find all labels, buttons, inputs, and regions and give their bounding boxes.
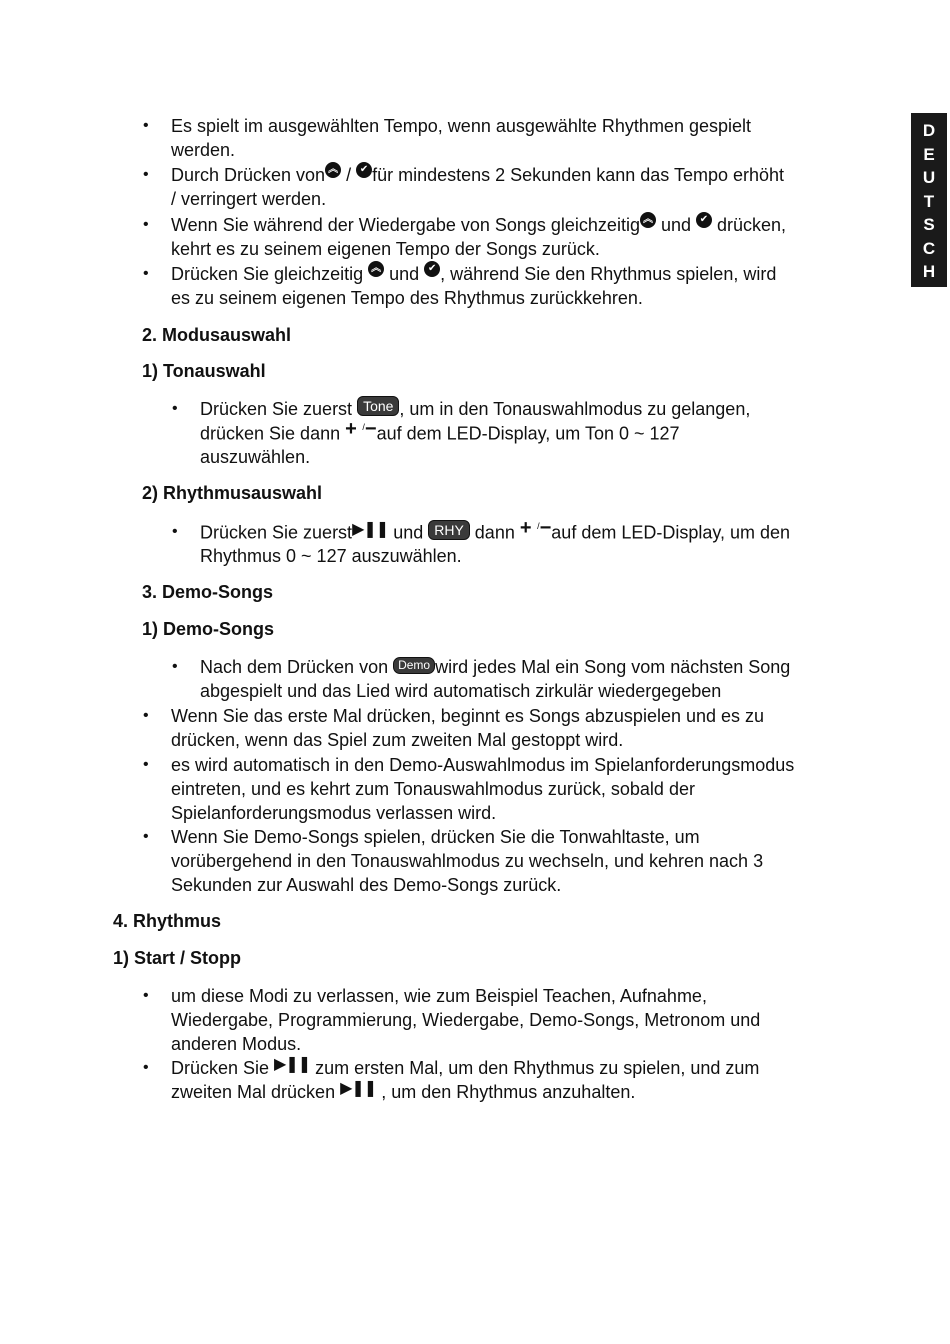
section-heading: 4. Rhythmus — [113, 911, 222, 931]
text-line: Sekunden zur Auswahl des Demo-Songs zurück. — [171, 875, 562, 895]
text-line: es wird automatisch in den Demo-Auswahlmodus im Spielanforderungsmodus — [171, 755, 795, 775]
subsection-heading: 1) Demo-Songs — [142, 619, 275, 639]
text-segment: zum ersten Mal, um den Rhythmus zu spielen, und zum — [310, 1058, 760, 1078]
bullet: • — [143, 756, 149, 773]
text-line: kehrt es zu seinem eigenen Tempo der Songs zurück. — [171, 239, 600, 259]
text-line — [171, 1056, 759, 1081]
bullet: • — [172, 658, 178, 675]
text-line: anderen Modus. — [171, 1034, 302, 1054]
text-segment: für mindestens 2 Sekunden kann das Tempo erhöht — [372, 165, 785, 185]
text-segment: und — [388, 522, 429, 543]
bullet: • — [172, 523, 178, 540]
text-segment: Durch Drücken von — [171, 165, 326, 185]
side-letter: T — [923, 191, 935, 211]
subsection-heading: 2) Rhythmusauswahl — [142, 483, 323, 503]
text-line — [171, 262, 776, 286]
subsection-heading: 1) Start / Stopp — [113, 948, 242, 968]
text-segment: Drücken Sie zuerst — [200, 399, 358, 419]
text-line: Es spielt im ausgewählten Tempo, wenn ausgewählte Rhythmen gespielt — [171, 116, 751, 136]
text-line — [171, 213, 786, 237]
side-letter: C — [922, 238, 936, 258]
text-line: um diese Modi zu verlassen, wie zum Beispiel Teachen, Aufnahme, — [171, 986, 707, 1006]
text-segment: dann — [469, 522, 520, 543]
text-line: werden. — [171, 140, 236, 160]
side-letter: U — [922, 168, 936, 187]
demo-button-icon: Demo — [393, 657, 435, 674]
text-segment: / — [341, 165, 357, 185]
play-pause-icon: ▶❚❚ — [340, 1080, 377, 1098]
side-letter: D — [922, 121, 936, 140]
slash-glyph: / — [362, 422, 365, 432]
text-line — [200, 517, 791, 547]
bullet: • — [143, 987, 149, 1004]
text-segment: auf dem LED-Display, um Ton 0 ~ 127 — [376, 423, 680, 444]
text-line: vorübergehend in den Tonauswahlmodus zu wechseln, und kehren nach 3 — [171, 851, 764, 871]
text-line: Wiedergabe, Programmierung, Wiedergabe, Demo-Songs, Metronom und — [171, 1010, 761, 1030]
bullet: • — [143, 117, 149, 134]
text-line: auszuwählen. — [200, 447, 311, 467]
text-segment: Wenn Sie während der Wiedergabe von Songs gleichzeitig — [171, 215, 640, 235]
bullet: • — [143, 216, 149, 233]
text-line: eintreten, und es kehrt zum Tonauswahlmodus zurück, sobald der — [171, 779, 695, 799]
plus-glyph: + — [345, 418, 357, 440]
play-pause-icon: ▶❚❚ — [274, 1056, 311, 1074]
bullet: • — [172, 400, 178, 417]
bullet: • — [143, 265, 149, 282]
tempo-down-icon: ✔ — [356, 162, 372, 178]
tempo-down-icon: ✔ — [696, 212, 712, 228]
bullet: • — [143, 707, 149, 724]
section-heading: 2. Modusauswahl — [142, 325, 292, 345]
text-segment: Nach dem Drücken von — [200, 657, 394, 677]
plus-minus-icon — [520, 516, 551, 543]
text-segment: , während Sie den Rhythmus spielen, wird — [440, 264, 777, 284]
text-segment: und — [384, 264, 425, 284]
subsection-heading: 1) Tonauswahl — [142, 361, 266, 381]
tempo-down-icon: ✔ — [424, 261, 440, 277]
text-segment: drücken, — [712, 215, 787, 235]
tone-button-icon: Tone — [357, 396, 399, 416]
text-line — [200, 418, 680, 448]
side-letter: H — [922, 262, 936, 281]
bullet: • — [143, 828, 149, 845]
text-segment: auf dem LED-Display, um den — [551, 522, 791, 543]
text-segment: und — [655, 215, 696, 235]
text-line: es zu seinem eigenen Tempo des Rhythmus zurückkehren. — [171, 288, 643, 308]
text-line: abgespielt und das Lied wird automatisch zirkulär wiedergegeben — [200, 681, 722, 701]
side-letter: S — [923, 215, 935, 234]
rhy-button-icon: RHY — [428, 520, 470, 540]
language-tab-deutsch — [911, 113, 947, 287]
text-line: drücken, wenn das Spiel zum zweiten Mal gestoppt wird. — [171, 730, 624, 750]
text-line — [200, 655, 790, 679]
text-line — [171, 163, 784, 187]
text-line: / verringert werden. — [171, 189, 327, 209]
text-segment: Drücken Sie zuerst — [200, 522, 353, 543]
text-line: Spielanforderungsmodus verlassen wird. — [171, 803, 497, 823]
tempo-up-icon: ︽ — [368, 261, 384, 277]
bullet: • — [143, 1059, 149, 1076]
text-line: Wenn Sie das erste Mal drücken, beginnt es Songs abzuspielen und es zu — [171, 706, 765, 726]
text-line: Wenn Sie Demo-Songs spielen, drücken Sie die Tonwahltaste, um — [171, 827, 700, 847]
slash-glyph: / — [537, 521, 540, 531]
tempo-up-icon: ︽ — [640, 212, 656, 228]
text-line — [171, 1080, 635, 1105]
minus-glyph: − — [364, 418, 377, 440]
side-letter: E — [923, 144, 935, 164]
text-segment: wird jedes Mal ein Song vom nächsten Song — [435, 657, 791, 677]
text-line — [200, 397, 750, 421]
text-segment: zweiten Mal drücken — [171, 1082, 341, 1102]
text-segment: drücken Sie dann — [200, 423, 346, 444]
text-segment: , um den Rhythmus anzuhalten. — [376, 1082, 636, 1102]
play-pause-icon: ▶❚❚ — [352, 520, 389, 538]
plus-glyph: + — [519, 517, 532, 539]
text-line: Rhythmus 0 ~ 127 auszuwählen. — [200, 546, 462, 566]
text-segment: Drücken Sie — [171, 1058, 275, 1078]
text-segment: Drücken Sie gleichzeitig — [171, 264, 369, 284]
section-heading: 3. Demo-Songs — [142, 582, 274, 602]
bullet: • — [143, 166, 149, 183]
text-segment: , um in den Tonauswahlmodus zu gelangen, — [399, 399, 751, 419]
minus-glyph: − — [539, 517, 552, 539]
plus-minus-icon — [345, 417, 376, 444]
tempo-up-icon: ︽ — [325, 162, 341, 178]
